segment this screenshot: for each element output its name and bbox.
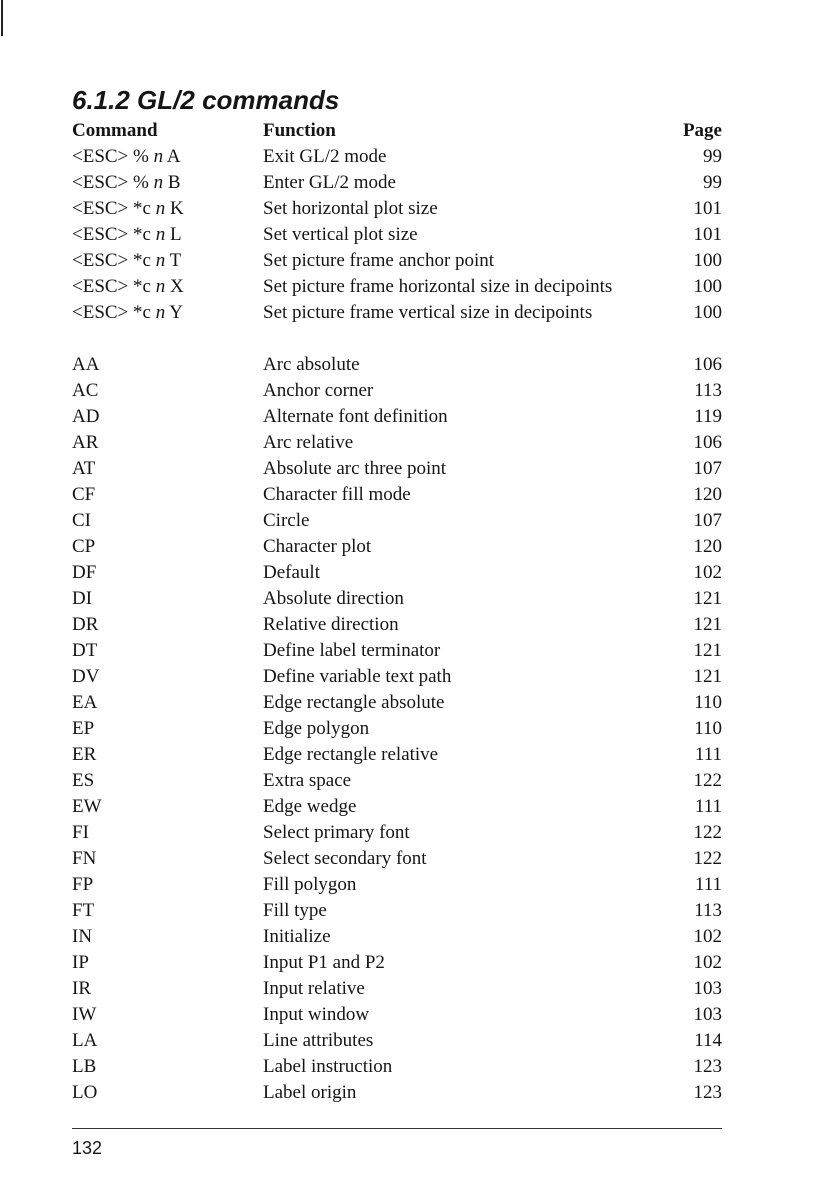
table-row <box>72 534 722 560</box>
page-cell: 114 <box>694 1030 722 1051</box>
command-suffix: Y <box>165 302 183 323</box>
table-row <box>72 664 722 690</box>
command-cell: DR <box>72 614 99 635</box>
column-header-command: Command <box>72 120 158 141</box>
table-row <box>72 716 722 742</box>
table-row <box>72 924 722 950</box>
table-row <box>72 742 722 768</box>
function-cell: Label origin <box>263 1082 357 1103</box>
command-cell: AT <box>72 458 96 479</box>
command-suffix: T <box>165 250 182 271</box>
table-row <box>72 274 722 300</box>
page-cell: 119 <box>694 406 722 427</box>
page-cell: 101 <box>693 198 722 219</box>
table-row <box>72 222 722 248</box>
command-variable: n <box>155 198 166 219</box>
page-cell: 102 <box>693 562 722 583</box>
function-cell: Absolute arc three point <box>263 458 447 479</box>
command-cell: DI <box>72 588 93 609</box>
function-cell: Label instruction <box>263 1056 393 1077</box>
table-row <box>72 352 722 378</box>
table-row <box>72 794 722 820</box>
page-cell: 122 <box>693 822 722 843</box>
page-cell: 113 <box>694 900 722 921</box>
command-cell: LA <box>72 1030 98 1051</box>
command-variable: n <box>153 146 164 167</box>
page-cell: 106 <box>693 354 722 375</box>
function-cell: Enter GL/2 mode <box>263 172 396 193</box>
command-variable: n <box>153 172 164 193</box>
table-row <box>72 820 722 846</box>
command-cell: LO <box>72 1082 98 1103</box>
table-row <box>72 248 722 274</box>
function-cell: Edge rectangle relative <box>263 744 439 765</box>
column-header-function: Function <box>263 120 336 141</box>
table-header-row <box>72 118 722 144</box>
function-cell: Absolute direction <box>263 588 404 609</box>
page-cell: 110 <box>694 692 722 713</box>
command-cell <box>72 144 263 170</box>
table-row <box>72 404 722 430</box>
command-cell <box>72 170 263 196</box>
document-page <box>72 84 722 1106</box>
command-cell <box>72 222 263 248</box>
page-cell: 121 <box>693 614 722 635</box>
table-row <box>72 300 722 326</box>
table-row <box>72 1002 722 1028</box>
command-prefix: <ESC> *c <box>72 302 156 323</box>
table-row <box>72 196 722 222</box>
function-cell: Select primary font <box>263 822 410 843</box>
page-cell: 102 <box>693 952 722 973</box>
command-suffix: A <box>163 146 181 167</box>
function-cell: Set picture frame vertical size in decipoints <box>263 302 593 323</box>
function-cell: Character fill mode <box>263 484 411 505</box>
function-cell: Define variable text path <box>263 666 452 687</box>
page-cell: 111 <box>694 874 722 895</box>
command-cell: IW <box>72 1004 97 1025</box>
command-cell: FT <box>72 900 95 921</box>
command-variable: n <box>155 276 166 297</box>
command-cell <box>72 248 263 274</box>
command-cell: FN <box>72 848 97 869</box>
page-cell: 101 <box>693 224 722 245</box>
table-row <box>72 976 722 1002</box>
page-cell: 99 <box>703 172 722 193</box>
table-row <box>72 508 722 534</box>
section-title: 6.1.2 GL/2 commands <box>72 85 340 115</box>
page-cell: 110 <box>694 718 722 739</box>
page-cell: 100 <box>693 276 722 297</box>
command-cell: LB <box>72 1056 97 1077</box>
gl2-command-group <box>72 352 722 1106</box>
command-suffix: K <box>165 198 184 219</box>
function-cell: Line attributes <box>263 1030 374 1051</box>
table-row <box>72 898 722 924</box>
table-row <box>72 690 722 716</box>
function-cell: Arc absolute <box>263 354 360 375</box>
page-cell: 113 <box>694 380 722 401</box>
function-cell: Relative direction <box>263 614 399 635</box>
table-row <box>72 430 722 456</box>
page-cell: 111 <box>694 796 722 817</box>
command-suffix: B <box>163 172 181 193</box>
function-cell: Define label terminator <box>263 640 441 661</box>
table-row <box>72 950 722 976</box>
page-cell: 103 <box>693 1004 722 1025</box>
command-cell: IR <box>72 978 91 999</box>
command-table <box>72 118 722 1106</box>
page-cell: 123 <box>693 1082 722 1103</box>
function-cell: Edge wedge <box>263 796 357 817</box>
scan-edge-mark <box>1 0 3 36</box>
table-row <box>72 872 722 898</box>
page-number: 132 <box>72 1138 103 1158</box>
command-cell: IP <box>72 952 89 973</box>
command-suffix: L <box>165 224 182 245</box>
page-cell: 99 <box>703 146 722 167</box>
page-cell: 121 <box>693 588 722 609</box>
function-cell: Edge polygon <box>263 718 370 739</box>
table-row <box>72 1080 722 1106</box>
table-row <box>72 586 722 612</box>
command-cell: DT <box>72 640 98 661</box>
function-cell: Set picture frame anchor point <box>263 250 495 271</box>
function-cell: Select secondary font <box>263 848 427 869</box>
function-cell: Extra space <box>263 770 352 791</box>
command-cell: CP <box>72 536 96 557</box>
table-row <box>72 456 722 482</box>
page-cell: 100 <box>693 302 722 323</box>
command-cell: AD <box>72 406 100 427</box>
command-cell: DF <box>72 562 97 583</box>
function-cell: Fill polygon <box>263 874 357 895</box>
function-cell: Set horizontal plot size <box>263 198 438 219</box>
page-cell: 120 <box>693 484 722 505</box>
function-cell: Anchor corner <box>263 380 374 401</box>
command-cell <box>72 196 263 222</box>
command-variable: n <box>155 302 166 323</box>
command-cell: AR <box>72 432 99 453</box>
page-cell: 107 <box>693 510 722 531</box>
command-cell: EW <box>72 796 102 817</box>
page-cell: 122 <box>693 848 722 869</box>
table-row <box>72 378 722 404</box>
page-cell: 121 <box>693 666 722 687</box>
function-cell: Circle <box>263 510 310 531</box>
spacer-row <box>72 326 722 352</box>
page-cell: 103 <box>693 978 722 999</box>
command-cell: DV <box>72 666 100 687</box>
command-cell: ER <box>72 744 97 765</box>
function-cell: Default <box>263 562 320 583</box>
function-cell: Input P1 and P2 <box>263 952 385 973</box>
table-row <box>72 482 722 508</box>
function-cell: Edge rectangle absolute <box>263 692 445 713</box>
command-cell: EP <box>72 718 95 739</box>
page-cell: 120 <box>693 536 722 557</box>
command-prefix: <ESC> % <box>72 146 154 167</box>
function-cell: Character plot <box>263 536 372 557</box>
function-cell: Input window <box>263 1004 370 1025</box>
command-cell: AC <box>72 380 99 401</box>
table-row <box>72 1028 722 1054</box>
command-suffix: X <box>165 276 184 297</box>
page-cell: 100 <box>693 250 722 271</box>
table-row <box>72 768 722 794</box>
command-cell <box>72 274 263 300</box>
command-variable: n <box>155 250 166 271</box>
function-cell: Alternate font definition <box>263 406 448 427</box>
command-prefix: <ESC> *c <box>72 198 156 219</box>
page-cell: 106 <box>693 432 722 453</box>
table-row <box>72 560 722 586</box>
page-cell: 123 <box>693 1056 722 1077</box>
command-cell: AA <box>72 354 100 375</box>
command-prefix: <ESC> % <box>72 172 154 193</box>
function-cell: Fill type <box>263 900 327 921</box>
column-header-page: Page <box>682 120 722 141</box>
command-prefix: <ESC> *c <box>72 276 156 297</box>
table-row <box>72 1054 722 1080</box>
command-cell: EA <box>72 692 98 713</box>
command-cell: FP <box>72 874 94 895</box>
footer-rule <box>72 1128 722 1129</box>
command-cell: FI <box>72 822 89 843</box>
function-cell: Input relative <box>263 978 365 999</box>
page-cell: 102 <box>693 926 722 947</box>
command-prefix: <ESC> *c <box>72 250 156 271</box>
page-cell: 107 <box>693 458 722 479</box>
function-cell: Set vertical plot size <box>263 224 418 245</box>
function-cell: Exit GL/2 mode <box>263 146 387 167</box>
table-row <box>72 144 722 170</box>
table-row <box>72 638 722 664</box>
command-prefix: <ESC> *c <box>72 224 156 245</box>
command-cell: ES <box>72 770 95 791</box>
command-cell: CI <box>72 510 91 531</box>
page-cell: 122 <box>693 770 722 791</box>
table-row <box>72 612 722 638</box>
escape-command-group <box>72 144 722 326</box>
function-cell: Arc relative <box>263 432 354 453</box>
command-variable: n <box>155 224 166 245</box>
command-cell: CF <box>72 484 96 505</box>
group-spacer <box>72 326 722 352</box>
page-cell: 121 <box>693 640 722 661</box>
table-row <box>72 170 722 196</box>
function-cell: Initialize <box>263 926 331 947</box>
function-cell: Set picture frame horizontal size in decipoints <box>263 276 613 297</box>
command-cell: IN <box>72 926 93 947</box>
command-cell <box>72 300 263 326</box>
page-cell: 111 <box>694 744 722 765</box>
table-row <box>72 846 722 872</box>
